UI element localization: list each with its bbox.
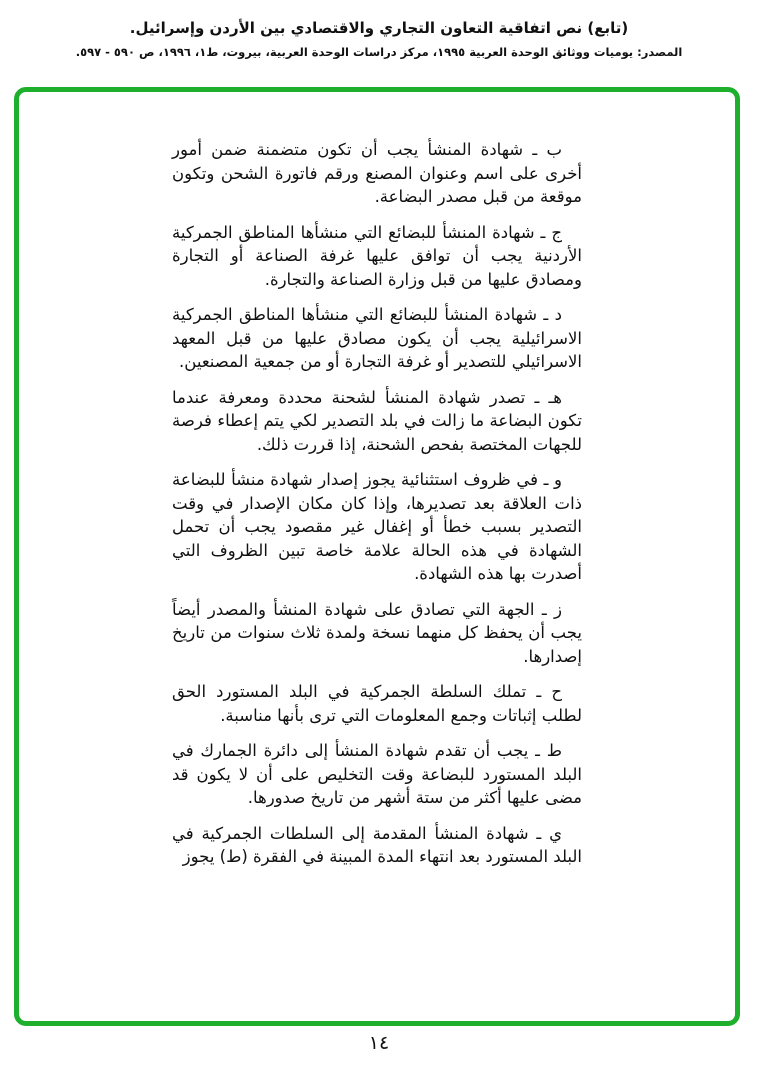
page-number: ١٤	[368, 1032, 390, 1054]
paragraph: ز ـ الجهة التي تصادق على شهادة المنشأ والمصدر أيضاً يجب أن يحفظ كل منهما نسخة ولمدة ثلاث سنوات من تاريخ إصدارها.	[172, 599, 582, 666]
paragraph: هـ ـ تصدر شهادة المنشأ لشحنة محددة ومعرفة عندما تكون البضاعة ما زالت في بلد التصدير لكي يتم إعطاء فرصة للجهات المختصة بفحص الشحنة، إذا قررت ذلك.	[172, 387, 582, 454]
green-border-frame	[14, 87, 740, 1026]
paragraph: د ـ شهادة المنشأ للبضائع التي منشأها المناطق الجمركية الاسرائيلية يجب أن يكون مصادق عليها من قبل المعهد الاسرائيلي للتصدير أو غرفة التجارة أو من جمعية المصنعين.	[172, 305, 582, 371]
paragraph: و ـ في ظروف استثنائية يجوز إصدار شهادة منشأ للبضاعة ذات العلاقة بعد تصديرها، وإذا كان مكان الإصدار في وقت التصدير بسبب خطأ أو إغفال غير مقصود يجب أن تحمل الشهادة في هذه الحالة علامة خاصة تبين الظروف التي أصدرت بها هذه الشهادة.	[172, 470, 582, 583]
page-header	[0, 0, 758, 59]
paragraph: ح ـ تملك السلطة الجمركية في البلد المستورد الحق لطلب إثباتات وجمع المعلومات التي ترى بأنها مناسبة.	[172, 682, 582, 725]
page-footer	[0, 1032, 758, 1054]
document-paragraphs	[172, 138, 582, 869]
document-source-line: المصدر: يوميات ووثائق الوحدة العربية ١٩٩٥، مركز دراسات الوحدة العربية، بيروت، ط١، ١٩٩٦، ص ٥٩٠ - ٥٩٧.	[75, 45, 683, 59]
paragraph: ط ـ يجب أن تقدم شهادة المنشأ إلى دائرة الجمارك في البلد المستورد للبضاعة وقت التخليص على أن لا يكون قد مضى عليها أكثر من ستة أشهر من تاريخ صدورها.	[172, 741, 582, 807]
document-title: (تابع) نص اتفاقية التعاون التجاري والاقتصادي بين الأردن وإسرائيل.	[129, 19, 629, 37]
paragraph: ب ـ شهادة المنشأ يجب أن تكون متضمنة ضمن أمور أخرى على اسم وعنوان المصنع ورقم فاتورة الشحن وتكون موقعة من قبل مصدر البضاعة.	[172, 140, 582, 206]
paragraph: ي ـ شهادة المنشأ المقدمة إلى السلطات الجمركية في البلد المستورد بعد انتهاء المدة المبينة في الفقرة (ط) يجوز	[172, 823, 582, 866]
paragraph: ج ـ شهادة المنشأ للبضائع التي منشأها المناطق الجمركية الأردنية يجب أن توافق عليها غرفة الصناعة أو التجارة ومصادق عليها من قبل وزارة الصناعة والتجارة.	[172, 222, 582, 289]
